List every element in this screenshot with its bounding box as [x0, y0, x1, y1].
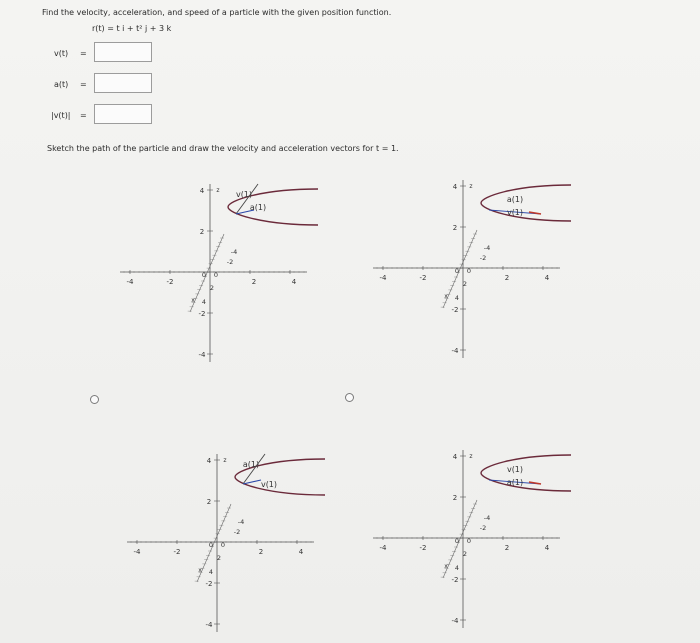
depth-tick-label: 4	[201, 298, 207, 306]
vector-label-top: a(1)	[506, 195, 524, 204]
option-c-graph	[127, 454, 325, 632]
x-axis-label: x	[198, 567, 202, 574]
z-tick-label: -2	[198, 310, 206, 318]
origin-label: 0	[220, 541, 226, 549]
z-axis-label: z	[216, 187, 220, 194]
depth-tick-label: 2	[216, 554, 222, 562]
h-tick-label: 4	[298, 548, 304, 556]
z-tick-label: 4	[452, 453, 458, 461]
z-tick-label: 4	[452, 183, 458, 191]
depth-tick-label: 2	[462, 280, 468, 288]
speed-label: |v(t)|	[51, 111, 71, 120]
z-tick-label: 4	[206, 457, 212, 465]
z-tick-label: 2	[452, 224, 458, 232]
h-tick-label: -2	[173, 548, 181, 556]
option-b-graph	[373, 180, 571, 358]
h-tick-label: -4	[126, 278, 134, 286]
speed-equals: =	[80, 111, 87, 120]
z-tick-label: -4	[198, 351, 206, 359]
z-tick-label: -2	[451, 576, 459, 584]
velocity-equals: =	[80, 49, 87, 58]
z-tick-label: 2	[206, 498, 212, 506]
z-tick-label: -2	[451, 306, 459, 314]
x-axis-label: x	[191, 297, 195, 304]
acceleration-label: a(t)	[54, 80, 69, 89]
problem-instruction: Find the velocity, acceleration, and speed of a particle with the given position function.	[42, 8, 392, 17]
h-tick-label: -2	[419, 544, 427, 552]
z-tick-label: -2	[205, 580, 213, 588]
z-axis-label: z	[223, 457, 227, 464]
origin-label: 0	[454, 537, 460, 545]
x-axis-label: x	[444, 293, 448, 300]
origin-label: 0	[213, 271, 219, 279]
depth-tick-label: -4	[230, 248, 238, 256]
depth-tick-label: -4	[483, 514, 491, 522]
z-axis-label: z	[469, 453, 473, 460]
vector-label-top: a(1)	[242, 460, 260, 469]
option-d-graph	[373, 450, 571, 628]
z-tick-label: 4	[199, 187, 205, 195]
h-tick-label: 2	[504, 544, 510, 552]
h-tick-label: 2	[504, 274, 510, 282]
h-tick-label: 2	[251, 278, 257, 286]
origin-label: 0	[201, 271, 207, 279]
h-tick-label: -2	[166, 278, 174, 286]
vector-label-second: v(1)	[260, 480, 278, 489]
depth-tick-label: -2	[479, 254, 487, 262]
velocity-label: v(t)	[54, 49, 69, 58]
depth-tick-label: 2	[462, 550, 468, 558]
h-tick-label: -4	[379, 544, 387, 552]
origin-label: 0	[208, 541, 214, 549]
depth-tick-label: -2	[233, 528, 241, 536]
depth-tick-label: 4	[454, 564, 460, 572]
option-a-graph	[120, 184, 318, 362]
origin-label: 0	[454, 267, 460, 275]
sketch-instruction: Sketch the path of the particle and draw the velocity and acceleration vectors for t = 1.	[47, 144, 399, 153]
particle-path	[481, 455, 571, 491]
vector-label-top: v(1)	[235, 190, 253, 199]
z-tick-label: 2	[452, 494, 458, 502]
z-tick-label: -4	[451, 347, 459, 355]
depth-tick-label: -2	[479, 524, 487, 532]
h-tick-label: 4	[544, 544, 550, 552]
z-tick-label: -4	[451, 617, 459, 625]
acceleration-equals: =	[80, 80, 87, 89]
depth-tick-label: 4	[454, 294, 460, 302]
z-axis-label: z	[469, 183, 473, 190]
h-tick-label: 2	[258, 548, 264, 556]
vector-label-second: v(1)	[506, 208, 524, 217]
depth-tick-label: 2	[209, 284, 215, 292]
depth-tick-label: -4	[483, 244, 491, 252]
position-function: r(t) = t i + t² j + 3 k	[92, 24, 172, 33]
vector-label-top: v(1)	[506, 465, 524, 474]
h-tick-label: -4	[133, 548, 141, 556]
origin-label: 0	[466, 537, 472, 545]
vector-label-second: a(1)	[506, 478, 524, 487]
h-tick-label: -2	[419, 274, 427, 282]
depth-tick-label: -4	[237, 518, 245, 526]
velocity-vector	[529, 482, 541, 484]
particle-path	[481, 185, 571, 221]
h-tick-label: -4	[379, 274, 387, 282]
z-tick-label: -4	[205, 621, 213, 629]
origin-label: 0	[466, 267, 472, 275]
h-tick-label: 4	[291, 278, 297, 286]
depth-tick-label: -2	[226, 258, 234, 266]
depth-tick-label: 4	[208, 568, 214, 576]
z-tick-label: 2	[199, 228, 205, 236]
x-axis-label: x	[444, 563, 448, 570]
vector-label-second: a(1)	[249, 203, 267, 212]
velocity-vector	[529, 212, 541, 214]
h-tick-label: 4	[544, 274, 550, 282]
